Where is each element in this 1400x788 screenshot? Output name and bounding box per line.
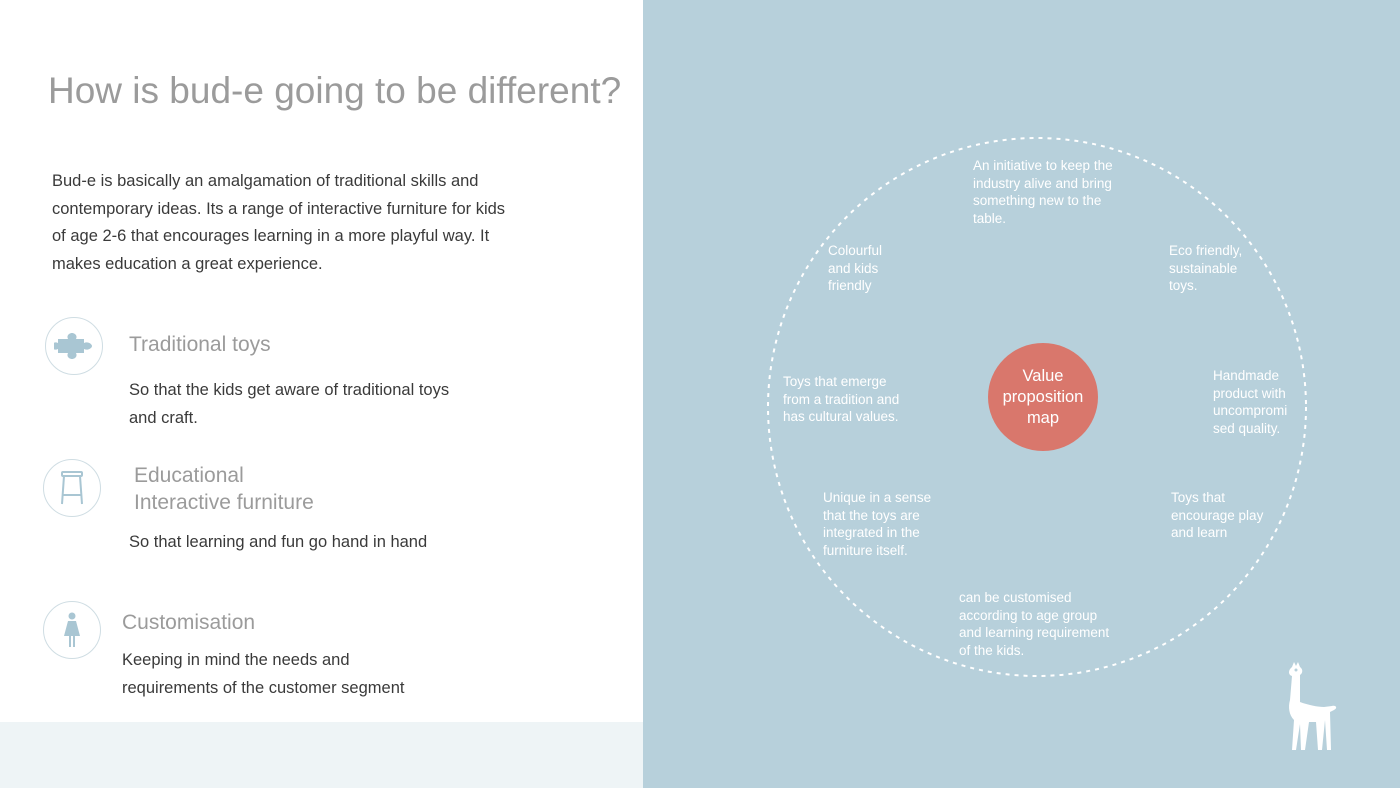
feature-title-educational: Educational [134, 464, 244, 487]
diagram-node-play-and-learn: Toys that encourage play and learn [1171, 490, 1264, 540]
diagram-node-unique: Unique in a sense that the toys are integrated in the furniture itself. [823, 490, 932, 558]
diagram-node-colourful: Colourful and kids friendly [828, 243, 883, 293]
value-proposition-center [988, 343, 1098, 451]
feature-desc-educational: So that learning and fun go hand in hand [129, 533, 428, 551]
feature-title-customisation: Customisation [122, 611, 256, 634]
diagram-node-handmade: Handmade product with uncompromi sed quality. [1213, 368, 1288, 436]
feature-title-interactive-furniture: Interactive furniture [134, 491, 314, 514]
diagram-node-eco-friendly: Eco friendly, sustainable toys. [1169, 243, 1243, 293]
feature-desc-customisation: Keeping in mind the needs and requirements of the customer segment [122, 651, 405, 697]
feature-title-traditional-toys: Traditional toys [129, 333, 271, 356]
page-title: How is bud-e going to be different? [48, 70, 622, 111]
diagram-node-tradition: Toys that emerge from a tradition and has cultural values. [783, 374, 900, 424]
diagram-node-initiative: An initiative to keep the industry alive and bring something new to the table. [973, 158, 1113, 226]
center-label: Value proposition map [1002, 366, 1084, 427]
diagram-node-customised: can be customised according to age group and learning requirement of the kids. [959, 590, 1110, 658]
intro-paragraph: Bud-e is basically an amalgamation of traditional skills and contemporary ideas. Its a range of interactive furniture for kids of age 2-6 that encourages learning in a more playful way. It makes education a great experience. [52, 172, 506, 273]
feature-desc-traditional-toys: So that the kids get aware of traditional toys and craft. [129, 381, 450, 427]
giraffe-logo [1276, 660, 1346, 755]
